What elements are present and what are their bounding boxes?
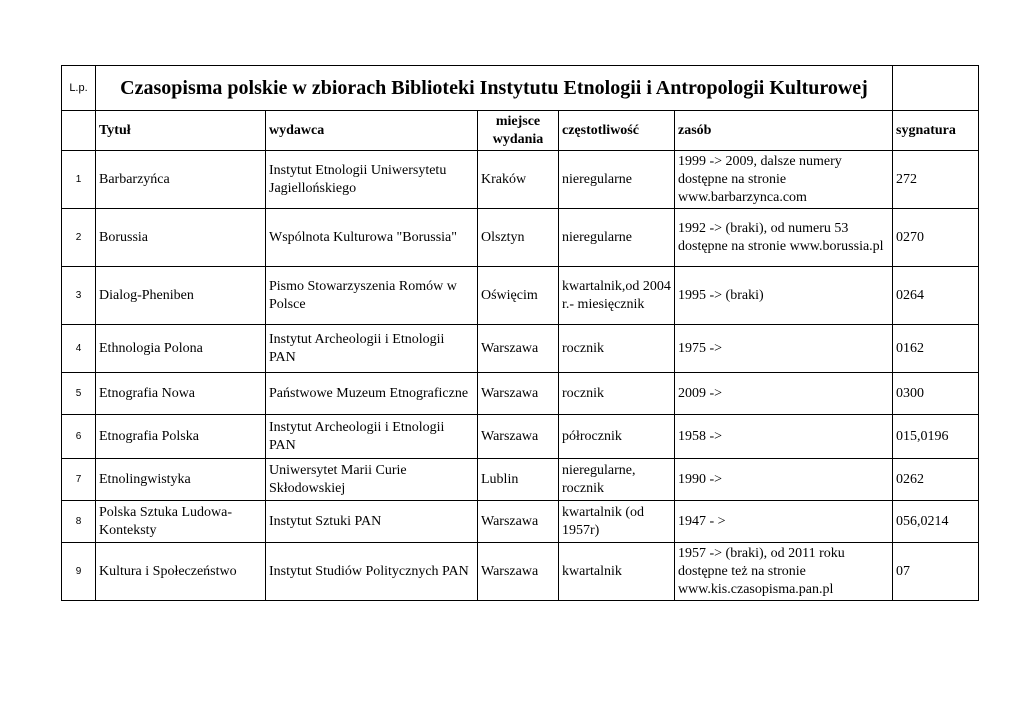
- header-zasob: zasób: [675, 111, 893, 151]
- cell-zasob: 1958 ->: [675, 415, 893, 459]
- table-row: [62, 543, 979, 601]
- cell-lp: 8: [62, 501, 96, 543]
- cell-tytul: Ethnologia Polona: [96, 325, 266, 373]
- cell-wydawca: Instytut Sztuki PAN: [266, 501, 478, 543]
- header-tytul: Tytuł: [96, 111, 266, 151]
- cell-wydawca: Instytut Etnologii Uniwersytetu Jagiellońskiego: [266, 151, 478, 209]
- cell-czestotliwosc: kwartalnik,od 2004 r.- miesięcznik: [559, 267, 675, 325]
- table-body: [62, 151, 979, 601]
- cell-lp: 6: [62, 415, 96, 459]
- cell-miejsce: Warszawa: [478, 543, 559, 601]
- cell-zasob: 2009 ->: [675, 373, 893, 415]
- header-row: [62, 111, 979, 151]
- cell-sygnatura: 0270: [893, 209, 979, 267]
- table-row: [62, 151, 979, 209]
- cell-wydawca: Państwowe Muzeum Etnograficzne: [266, 373, 478, 415]
- cell-wydawca: Uniwersytet Marii Curie Skłodowskiej: [266, 459, 478, 501]
- cell-wydawca: Instytut Studiów Politycznych PAN: [266, 543, 478, 601]
- cell-zasob: 1947 - >: [675, 501, 893, 543]
- header-miejsce: miejsce wydania: [478, 111, 559, 151]
- table-row: [62, 373, 979, 415]
- cell-wydawca: Wspólnota Kulturowa "Borussia": [266, 209, 478, 267]
- table-row: [62, 501, 979, 543]
- cell-miejsce: Olsztyn: [478, 209, 559, 267]
- header-sygnatura: sygnatura: [893, 111, 979, 151]
- cell-sygnatura: 0264: [893, 267, 979, 325]
- table-row: [62, 325, 979, 373]
- title-row: [62, 66, 979, 111]
- journals-table: [61, 65, 979, 601]
- cell-zasob: 1999 -> 2009, dalsze numery dostępne na stronie www.barbarzynca.com: [675, 151, 893, 209]
- cell-sygnatura: 0300: [893, 373, 979, 415]
- cell-lp: 2: [62, 209, 96, 267]
- cell-tytul: Etnografia Nowa: [96, 373, 266, 415]
- table-row: [62, 459, 979, 501]
- cell-tytul: Barbarzyńca: [96, 151, 266, 209]
- cell-lp: 9: [62, 543, 96, 601]
- table-row: [62, 209, 979, 267]
- cell-tytul: Polska Sztuka Ludowa- Konteksty: [96, 501, 266, 543]
- cell-czestotliwosc: nieregularne, rocznik: [559, 459, 675, 501]
- cell-sygnatura: 015,0196: [893, 415, 979, 459]
- cell-zasob: 1975 ->: [675, 325, 893, 373]
- cell-lp: 4: [62, 325, 96, 373]
- cell-lp: 7: [62, 459, 96, 501]
- cell-miejsce: Lublin: [478, 459, 559, 501]
- header-lp-empty: [62, 111, 96, 151]
- cell-sygnatura: 0162: [893, 325, 979, 373]
- cell-czestotliwosc: nieregularne: [559, 209, 675, 267]
- cell-wydawca: Instytut Archeologii i Etnologii PAN: [266, 415, 478, 459]
- cell-wydawca: Pismo Stowarzyszenia Romów w Polsce: [266, 267, 478, 325]
- cell-tytul: Borussia: [96, 209, 266, 267]
- cell-sygnatura: 272: [893, 151, 979, 209]
- cell-lp: 1: [62, 151, 96, 209]
- cell-zasob: 1992 -> (braki), od numeru 53 dostępne na stronie www.borussia.pl: [675, 209, 893, 267]
- cell-tytul: Dialog-Pheniben: [96, 267, 266, 325]
- cell-tytul: Etnolingwistyka: [96, 459, 266, 501]
- cell-wydawca: Instytut Archeologii i Etnologii PAN: [266, 325, 478, 373]
- title-empty-cell: [893, 66, 979, 111]
- cell-lp: 3: [62, 267, 96, 325]
- cell-tytul: Etnografia Polska: [96, 415, 266, 459]
- cell-sygnatura: 056,0214: [893, 501, 979, 543]
- cell-sygnatura: 07: [893, 543, 979, 601]
- cell-miejsce: Warszawa: [478, 373, 559, 415]
- cell-zasob: 1990 ->: [675, 459, 893, 501]
- cell-czestotliwosc: kwartalnik: [559, 543, 675, 601]
- cell-miejsce: Warszawa: [478, 415, 559, 459]
- table-row: [62, 415, 979, 459]
- cell-zasob: 1995 -> (braki): [675, 267, 893, 325]
- cell-miejsce: Oświęcim: [478, 267, 559, 325]
- lp-header: L.p.: [62, 66, 96, 111]
- cell-miejsce: Warszawa: [478, 501, 559, 543]
- cell-miejsce: Kraków: [478, 151, 559, 209]
- header-wydawca: wydawca: [266, 111, 478, 151]
- cell-czestotliwosc: półrocznik: [559, 415, 675, 459]
- cell-czestotliwosc: kwartalnik (od 1957r): [559, 501, 675, 543]
- table-row: [62, 267, 979, 325]
- cell-czestotliwosc: rocznik: [559, 325, 675, 373]
- page-title: Czasopisma polskie w zbiorach Biblioteki Instytutu Etnologii i Antropologii Kulturowej: [96, 66, 893, 111]
- cell-czestotliwosc: rocznik: [559, 373, 675, 415]
- cell-czestotliwosc: nieregularne: [559, 151, 675, 209]
- header-czestotliwosc: częstotliwość: [559, 111, 675, 151]
- cell-zasob: 1957 -> (braki), od 2011 roku dostępne też na stronie www.kis.czasopisma.pan.pl: [675, 543, 893, 601]
- cell-lp: 5: [62, 373, 96, 415]
- cell-tytul: Kultura i Społeczeństwo: [96, 543, 266, 601]
- cell-sygnatura: 0262: [893, 459, 979, 501]
- cell-miejsce: Warszawa: [478, 325, 559, 373]
